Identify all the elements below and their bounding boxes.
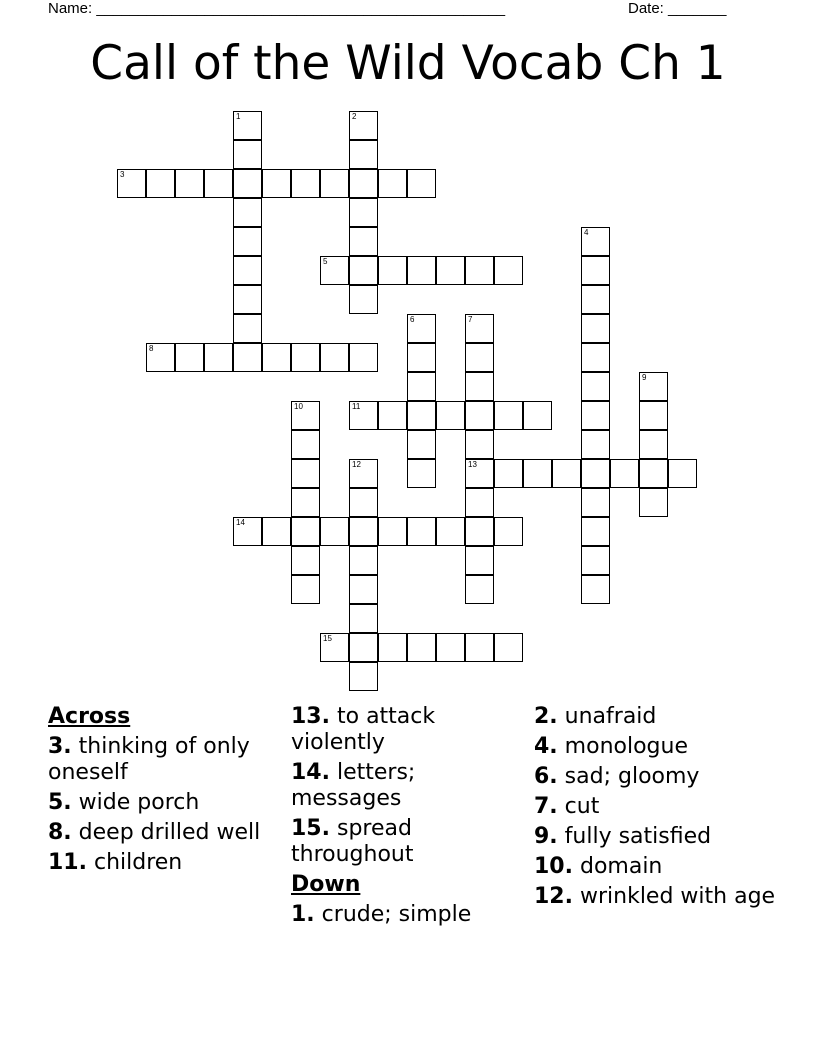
grid-cell[interactable] [349,488,378,517]
grid-cell[interactable] [291,517,320,546]
grid-cell[interactable] [233,111,262,140]
grid-cell[interactable] [523,401,552,430]
grid-cell[interactable] [407,459,436,488]
grid-cell[interactable] [262,169,291,198]
grid-cell[interactable] [407,343,436,372]
grid-cell[interactable] [465,256,494,285]
grid-cell[interactable] [378,401,407,430]
grid-cell[interactable] [639,401,668,430]
grid-cell[interactable] [639,459,668,488]
grid-cell[interactable] [494,459,523,488]
grid-cell[interactable] [349,198,378,227]
grid-cell[interactable] [465,343,494,372]
grid-cell[interactable] [349,343,378,372]
grid-cell[interactable] [639,372,668,401]
grid-cell[interactable] [262,517,291,546]
grid-cell[interactable] [407,430,436,459]
grid-cell[interactable] [581,256,610,285]
grid-cell[interactable] [494,633,523,662]
grid-cell[interactable] [465,575,494,604]
grid-cell[interactable] [639,488,668,517]
cell-number: 6 [410,315,415,324]
grid-cell[interactable] [349,227,378,256]
grid-cell[interactable] [465,401,494,430]
cell-number: 11 [352,402,361,411]
grid-cell[interactable] [146,343,175,372]
grid-cell[interactable] [262,343,291,372]
grid-cell[interactable] [233,256,262,285]
grid-cell[interactable] [320,169,349,198]
grid-cell[interactable] [204,169,233,198]
grid-cell[interactable] [581,430,610,459]
cell-number: 5 [323,257,328,266]
grid-cell[interactable] [291,343,320,372]
grid-cell[interactable] [117,169,146,198]
cell-number: 9 [642,373,647,382]
cell-number: 7 [468,315,473,324]
clue-down-6: 6. sad; gloomy [534,764,700,789]
clue-down-2: 2. unafraid [534,704,657,729]
date-field: Date: _______ [628,0,727,17]
grid-cell[interactable] [465,546,494,575]
grid-cell[interactable] [233,343,262,372]
grid-cell[interactable] [233,169,262,198]
across-heading: Across [48,704,131,729]
clue-across-14: 14. letters; messages [291,760,416,811]
grid-cell[interactable] [494,401,523,430]
grid-cell[interactable] [581,372,610,401]
grid-cell[interactable] [349,285,378,314]
grid-cell[interactable] [349,633,378,662]
grid-cell[interactable] [349,459,378,488]
grid-cell[interactable] [581,517,610,546]
clue-across-15: 15. spread throughout [291,816,414,867]
cell-number: 3 [120,170,125,179]
grid-cell[interactable] [552,459,581,488]
clue-across-13: 13. to attack violently [291,704,436,755]
grid-cell[interactable] [320,343,349,372]
clue-across-8: 8. deep drilled well [48,820,261,845]
grid-cell[interactable] [291,459,320,488]
grid-cell[interactable] [407,633,436,662]
grid-cell[interactable] [349,256,378,285]
grid-cell[interactable] [407,314,436,343]
clue-down-4: 4. monologue [534,734,688,759]
grid-cell[interactable] [407,169,436,198]
cell-number: 13 [468,460,477,469]
grid-cell[interactable] [581,459,610,488]
grid-cell[interactable] [465,372,494,401]
grid-cell[interactable] [465,459,494,488]
grid-cell[interactable] [581,227,610,256]
grid-cell[interactable] [581,488,610,517]
grid-cell[interactable] [291,546,320,575]
grid-cell[interactable] [349,662,378,691]
clue-down-9: 9. fully satisfied [534,824,712,849]
puzzle-title: Call of the Wild Vocab Ch 1 [90,36,726,91]
grid-cell[interactable] [291,401,320,430]
grid-cell[interactable] [349,546,378,575]
grid-cell[interactable] [233,198,262,227]
clue-down-1: 1. crude; simple [291,902,472,927]
grid-cell[interactable] [146,169,175,198]
grid-cell[interactable] [175,343,204,372]
grid-cell[interactable] [610,459,639,488]
clues-column-2 [291,704,526,932]
grid-cell[interactable] [233,517,262,546]
down-heading: Down [291,872,361,897]
grid-cell[interactable] [291,575,320,604]
grid-cell[interactable] [204,343,233,372]
cell-number: 14 [236,518,245,527]
cell-number: 4 [584,228,589,237]
grid-cell[interactable] [668,459,697,488]
grid-cell[interactable] [465,488,494,517]
grid-cell[interactable] [407,256,436,285]
grid-cell[interactable] [581,546,610,575]
grid-cell[interactable] [175,169,204,198]
grid-cell[interactable] [233,140,262,169]
grid-cell[interactable] [465,430,494,459]
grid-cell[interactable] [233,285,262,314]
grid-cell[interactable] [436,256,465,285]
grid-cell[interactable] [581,343,610,372]
clue-down-7: 7. cut [534,794,600,819]
grid-cell[interactable] [349,169,378,198]
grid-cell[interactable] [581,285,610,314]
name-field: Name: _________________________________________________ [48,0,506,17]
clues-column-1 [48,704,283,880]
grid-cell[interactable] [494,517,523,546]
clue-across-5: 5. wide porch [48,790,200,815]
grid-cell[interactable] [494,256,523,285]
grid-cell[interactable] [320,256,349,285]
grid-cell[interactable] [465,517,494,546]
grid-cell[interactable] [349,111,378,140]
cell-number: 10 [294,402,303,411]
grid-cell[interactable] [291,488,320,517]
grid-cell[interactable] [233,227,262,256]
grid-cell[interactable] [378,169,407,198]
grid-cell[interactable] [436,633,465,662]
grid-cell[interactable] [436,401,465,430]
cell-number: 2 [352,112,357,121]
grid-cell[interactable] [581,575,610,604]
grid-cell[interactable] [581,401,610,430]
cell-number: 15 [323,634,332,643]
grid-cell[interactable] [291,430,320,459]
grid-cell[interactable] [349,140,378,169]
grid-cell[interactable] [233,314,262,343]
clues-column-3 [534,704,784,914]
clue-down-10: 10. domain [534,854,663,879]
grid-cell[interactable] [436,517,465,546]
grid-cell[interactable] [349,604,378,633]
clue-across-11: 11. children [48,850,183,875]
grid-cell[interactable] [407,372,436,401]
cell-number: 8 [149,344,154,353]
grid-cell[interactable] [320,633,349,662]
grid-cell[interactable] [465,314,494,343]
grid-cell[interactable] [639,430,668,459]
grid-cell[interactable] [407,401,436,430]
grid-cell[interactable] [378,256,407,285]
grid-cell[interactable] [349,401,378,430]
grid-cell[interactable] [349,575,378,604]
grid-cell[interactable] [523,459,552,488]
cell-number: 12 [352,460,361,469]
grid-cell[interactable] [407,517,436,546]
grid-cell[interactable] [465,633,494,662]
grid-cell[interactable] [581,314,610,343]
grid-cell[interactable] [378,633,407,662]
cell-number: 1 [236,112,241,121]
grid-cell[interactable] [378,517,407,546]
clue-across-3: 3. thinking of only oneself [48,734,250,785]
grid-cell[interactable] [349,517,378,546]
grid-cell[interactable] [320,517,349,546]
grid-cell[interactable] [291,169,320,198]
clue-down-12: 12. wrinkled with age [534,884,776,909]
